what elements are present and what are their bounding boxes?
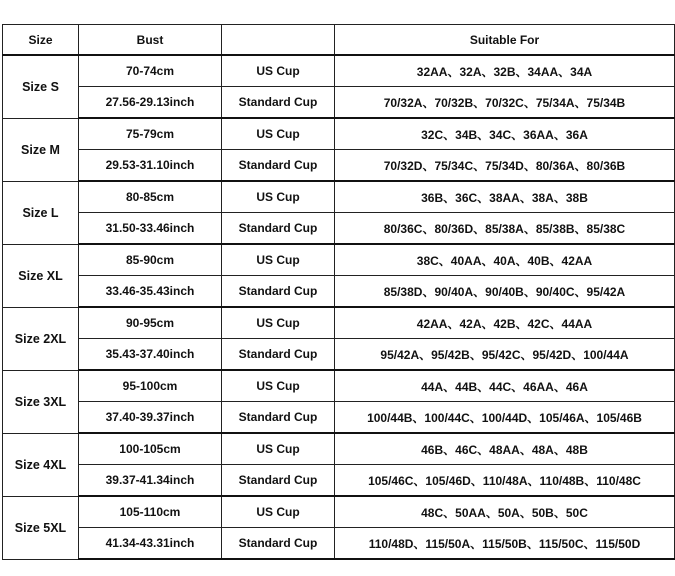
table-row (3, 87, 675, 119)
standard-cup-sizes: 70/32A、70/32B、70/32C、75/34A、75/34B (335, 87, 675, 119)
table-row (3, 433, 675, 465)
table-row (3, 402, 675, 434)
standard-cup-sizes: 80/36C、80/36D、85/38A、85/38B、85/38C (335, 213, 675, 245)
bust-cm: 75-79cm (79, 118, 222, 150)
bust-cm: 80-85cm (79, 181, 222, 213)
bust-inch: 39.37-41.34inch (79, 465, 222, 497)
table-row (3, 213, 675, 245)
standard-cup-label: Standard Cup (222, 276, 335, 308)
size-label: Size 2XL (3, 307, 79, 370)
bust-inch: 37.40-39.37inch (79, 402, 222, 434)
table-row (3, 307, 675, 339)
bust-inch: 27.56-29.13inch (79, 87, 222, 119)
us-cup-sizes: 36B、36C、38AA、38A、38B (335, 181, 675, 213)
bust-inch: 29.53-31.10inch (79, 150, 222, 182)
size-label: Size L (3, 181, 79, 244)
standard-cup-label: Standard Cup (222, 528, 335, 560)
bust-cm: 90-95cm (79, 307, 222, 339)
us-cup-label: US Cup (222, 370, 335, 402)
us-cup-sizes: 46B、46C、48AA、48A、48B (335, 433, 675, 465)
size-label: Size 4XL (3, 433, 79, 496)
us-cup-sizes: 32C、34B、34C、36AA、36A (335, 118, 675, 150)
bust-cm: 85-90cm (79, 244, 222, 276)
table-row (3, 276, 675, 308)
us-cup-label: US Cup (222, 307, 335, 339)
standard-cup-label: Standard Cup (222, 213, 335, 245)
standard-cup-label: Standard Cup (222, 339, 335, 371)
table-row (3, 339, 675, 371)
header-bust: Bust (79, 25, 222, 56)
us-cup-sizes: 32AA、32A、32B、34AA、34A (335, 55, 675, 87)
standard-cup-sizes: 70/32D、75/34C、75/34D、80/36A、80/36B (335, 150, 675, 182)
us-cup-label: US Cup (222, 244, 335, 276)
size-label: Size M (3, 118, 79, 181)
standard-cup-sizes: 85/38D、90/40A、90/40B、90/40C、95/42A (335, 276, 675, 308)
table-row (3, 244, 675, 276)
bust-cm: 100-105cm (79, 433, 222, 465)
size-label: Size 5XL (3, 496, 79, 559)
us-cup-label: US Cup (222, 496, 335, 528)
table-row (3, 55, 675, 87)
standard-cup-label: Standard Cup (222, 402, 335, 434)
table-row (3, 118, 675, 150)
us-cup-label: US Cup (222, 55, 335, 87)
header-row (3, 25, 675, 56)
table-row (3, 465, 675, 497)
standard-cup-sizes: 100/44B、100/44C、100/44D、105/46A、105/46B (335, 402, 675, 434)
standard-cup-label: Standard Cup (222, 150, 335, 182)
bust-inch: 31.50-33.46inch (79, 213, 222, 245)
size-chart-table (2, 24, 675, 560)
us-cup-label: US Cup (222, 118, 335, 150)
standard-cup-label: Standard Cup (222, 465, 335, 497)
us-cup-sizes: 42AA、42A、42B、42C、44AA (335, 307, 675, 339)
bust-inch: 33.46-35.43inch (79, 276, 222, 308)
size-label: Size 3XL (3, 370, 79, 433)
table-row (3, 181, 675, 213)
bust-cm: 70-74cm (79, 55, 222, 87)
standard-cup-sizes: 95/42A、95/42B、95/42C、95/42D、100/44A (335, 339, 675, 371)
table-row (3, 370, 675, 402)
us-cup-sizes: 44A、44B、44C、46AA、46A (335, 370, 675, 402)
size-label: Size S (3, 55, 79, 118)
us-cup-sizes: 48C、50AA、50A、50B、50C (335, 496, 675, 528)
header-cup-type (222, 25, 335, 56)
size-label: Size XL (3, 244, 79, 307)
bust-cm: 105-110cm (79, 496, 222, 528)
header-size: Size (3, 25, 79, 56)
us-cup-sizes: 38C、40AA、40A、40B、42AA (335, 244, 675, 276)
standard-cup-label: Standard Cup (222, 87, 335, 119)
standard-cup-sizes: 105/46C、105/46D、110/48A、110/48B、110/48C (335, 465, 675, 497)
table-row (3, 528, 675, 560)
table-row (3, 150, 675, 182)
standard-cup-sizes: 110/48D、115/50A、115/50B、115/50C、115/50D (335, 528, 675, 560)
table-row (3, 496, 675, 528)
bust-inch: 41.34-43.31inch (79, 528, 222, 560)
us-cup-label: US Cup (222, 433, 335, 465)
us-cup-label: US Cup (222, 181, 335, 213)
bust-cm: 95-100cm (79, 370, 222, 402)
header-suitable-for: Suitable For (335, 25, 675, 56)
bust-inch: 35.43-37.40inch (79, 339, 222, 371)
